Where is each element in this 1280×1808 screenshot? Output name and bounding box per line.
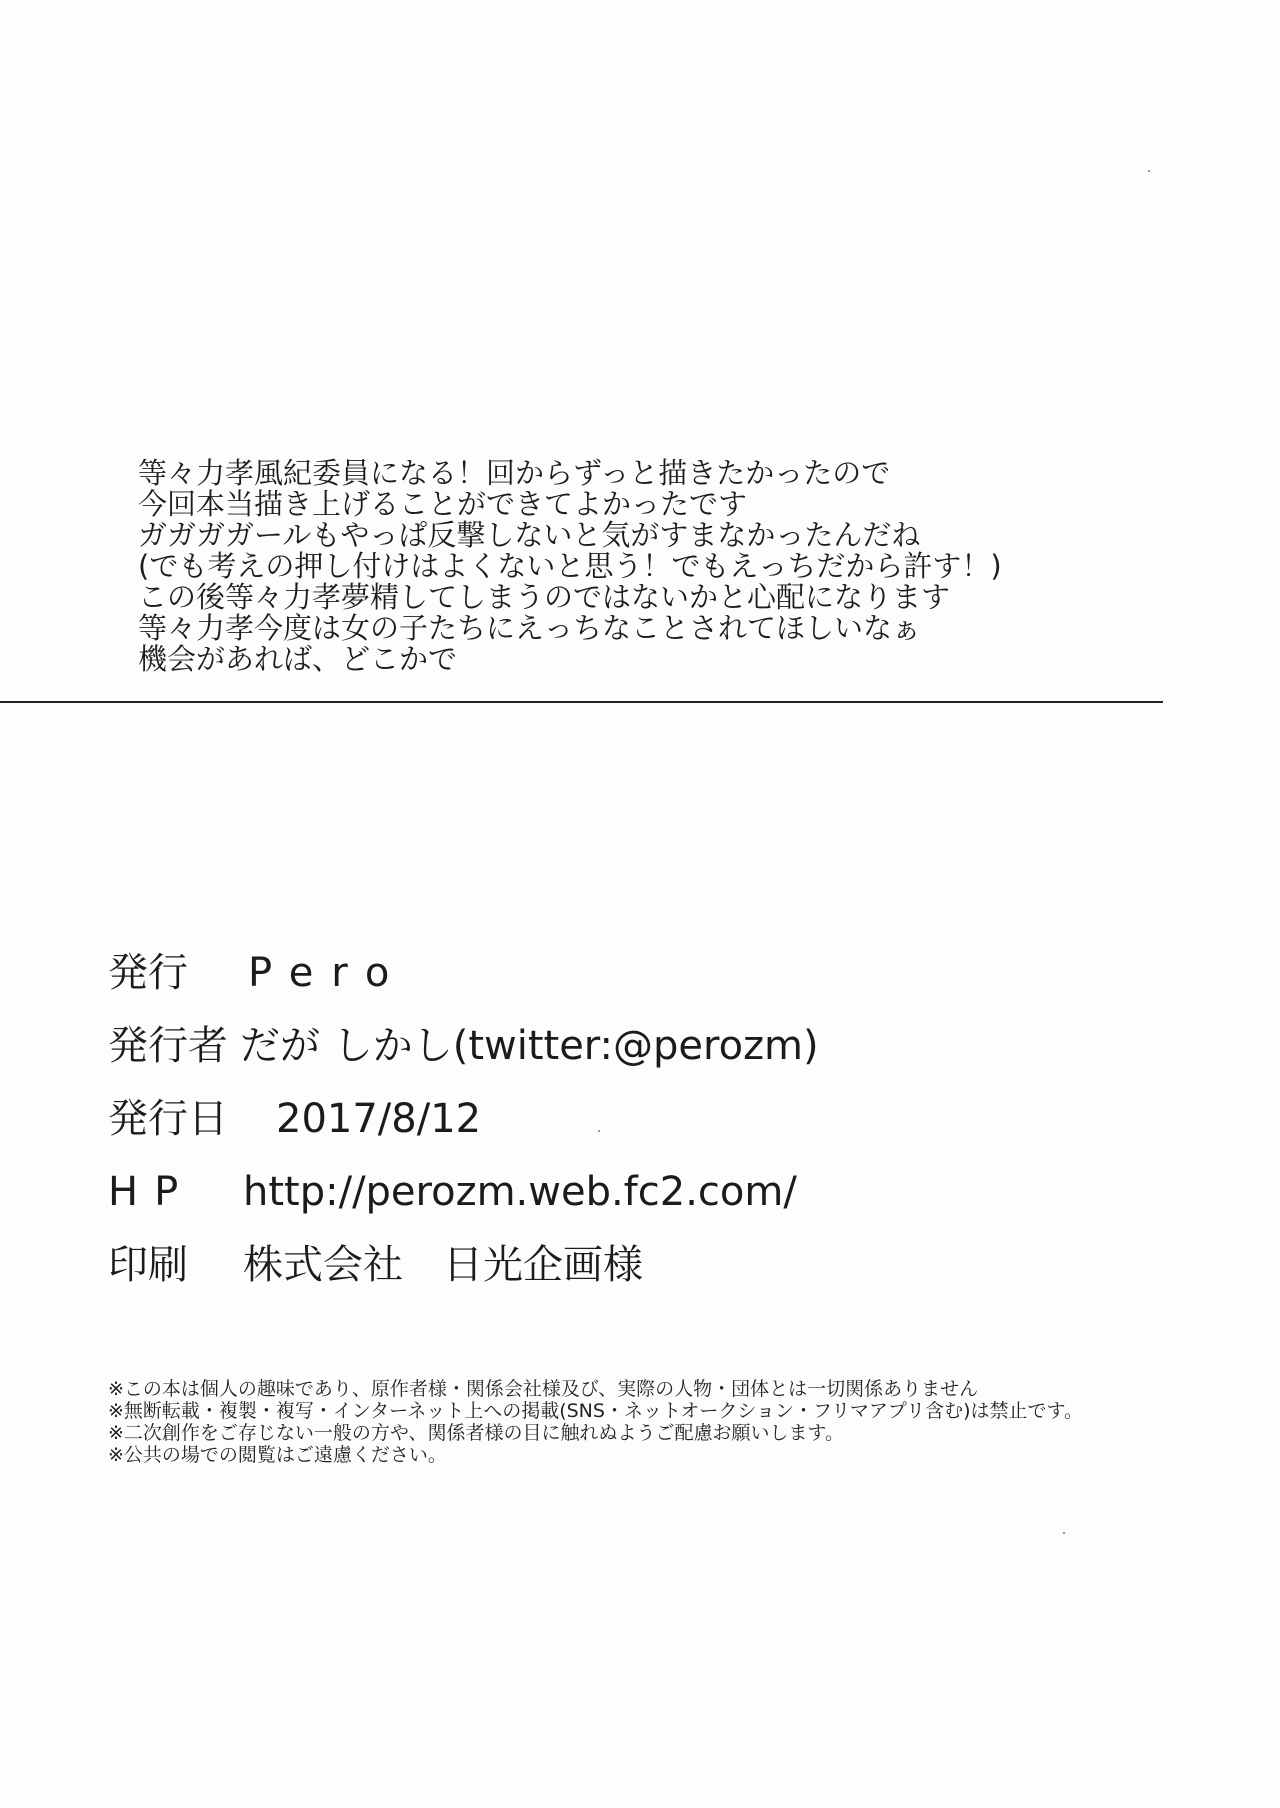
notice-line: ※公共の場での閲覧はご遠慮ください。: [108, 1444, 447, 1466]
scan-speck: [598, 1130, 600, 1132]
colophon-row-date: [108, 1092, 1108, 1165]
section-divider: [0, 701, 1163, 703]
notice-line: ※二次創作をご存じない一般の方や、関係者様の目に触れぬようご配慮お願いします。: [108, 1422, 845, 1444]
afterword-block: [138, 458, 1158, 675]
notices-block: [108, 1378, 1218, 1466]
scan-speck: [1148, 170, 1150, 172]
notice-line: ※この本は個人の趣味であり、原作者様・関係会社様及び、実際の人物・団体とは一切関係ありません: [108, 1378, 979, 1400]
date-value: 2017/8/12: [276, 1096, 482, 1142]
publisher-name-label: 発行者: [108, 1023, 228, 1069]
afterword-line: 等々力孝今度は女の子たちにえっちなことされてほしいなぁ: [138, 611, 922, 645]
afterword-line: 等々力孝風紀委員になる！回からずっと描きたかったので: [138, 456, 891, 490]
colophon-row-publisher-name: [108, 1019, 1108, 1092]
publisher-value: Pero: [248, 950, 408, 996]
scan-speck: [1063, 1532, 1065, 1534]
notice-line: ※無断転載・複製・複写・インターネット上への掲載(SNS・ネットオークション・フリマアプリ含む)は禁止です。: [108, 1400, 1084, 1422]
colophon: [108, 946, 1108, 1311]
printer-value: 株式会社 日光企画様: [243, 1242, 643, 1288]
publisher-label: 発行: [108, 950, 188, 996]
afterword-line: この後等々力孝夢精してしまうのではないかと心配になります: [138, 580, 951, 614]
date-label: 発行日: [108, 1096, 228, 1142]
colophon-row-homepage: [108, 1165, 1108, 1238]
colophon-row-publisher: [108, 946, 1108, 1019]
homepage-label: HP: [108, 1169, 195, 1215]
afterword-line: ガガガガールもやっぱ反撃しないと気がすまなかったんだね: [138, 518, 921, 552]
homepage-url: http://perozm.web.fc2.com/: [243, 1169, 797, 1215]
publisher-name-value: だが しかし(twitter:@perozm): [240, 1023, 819, 1069]
afterword-line: 機会があれば、どこかで: [138, 642, 458, 676]
afterword-line: (でも考えの押し付けはよくないと思う！でもえっちだから許す！): [138, 549, 1002, 583]
printer-label: 印刷: [108, 1242, 188, 1288]
colophon-row-printer: [108, 1238, 1108, 1311]
afterword-line: 今回本当描き上げることができてよかったです: [138, 487, 748, 521]
